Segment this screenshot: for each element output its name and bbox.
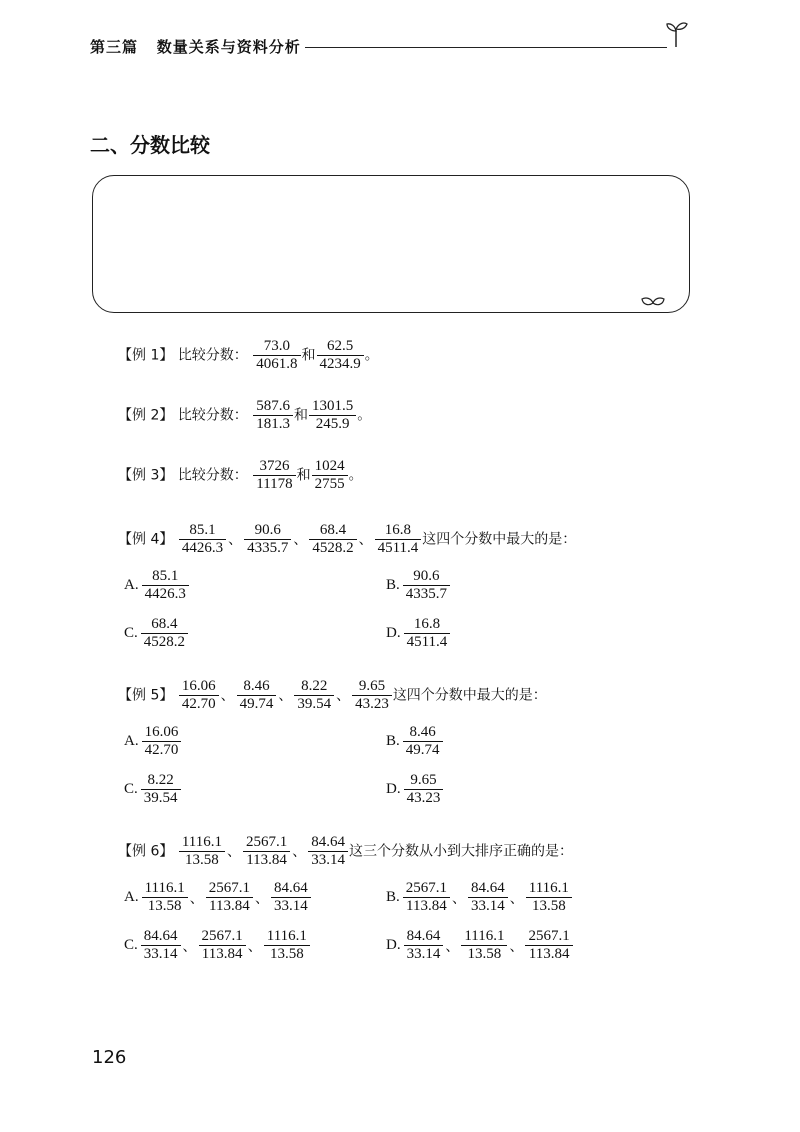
denominator: 4335.7 [247,540,289,556]
numerator: 90.6 [403,568,450,586]
fraction [179,522,226,557]
denominator: 33.14 [273,898,308,914]
denominator: 39.54 [143,790,178,806]
denominator: 4426.3 [181,540,224,556]
header-rule [305,47,667,48]
fraction [264,928,310,963]
example-label: 【例 6】 [118,843,174,860]
example-1 [118,338,379,373]
numerator: 9.65 [404,772,444,790]
option-a [124,724,182,759]
numerator: 1116.1 [526,880,572,898]
numerator: 1116.1 [142,880,188,898]
fraction [312,458,348,493]
option-label: D. [386,781,401,797]
denominator: 4335.7 [405,586,448,602]
option-c [124,772,182,807]
fraction [526,880,572,915]
denominator: 39.54 [297,696,332,712]
fraction [403,568,450,603]
fraction [271,880,311,915]
denominator: 4528.2 [312,540,354,556]
fraction [243,834,290,869]
fraction [317,338,364,373]
separator: 、 [293,531,308,548]
separator: 、 [247,938,262,955]
option-c [124,928,311,963]
sprout-icon [662,18,690,48]
numerator: 1024 [312,458,348,476]
numerator: 84.64 [271,880,311,898]
denominator: 42.70 [181,696,216,712]
separator: 、 [220,687,235,704]
numerator: 1116.1 [179,834,225,852]
example-4 [118,522,576,557]
numerator: 8.46 [403,724,443,742]
fraction [253,398,293,433]
fraction [253,338,300,373]
denominator: 113.84 [406,898,447,914]
numerator: 16.06 [179,678,219,696]
section-title: 二、分数比较 [90,133,210,157]
separator: 、 [278,687,293,704]
fraction [309,522,356,557]
fraction [403,880,450,915]
option-label: C. [124,625,138,641]
question-text: 这四个分数中最大的是： [422,531,577,548]
numerator: 1116.1 [264,928,310,946]
denominator: 13.58 [185,852,219,868]
denominator: 181.3 [256,416,291,432]
numerator: 2567.1 [243,834,290,852]
separator: 、 [452,890,467,907]
fraction [461,928,507,963]
numerator: 84.64 [141,928,181,946]
fraction [141,616,188,651]
prompt-text: 比较分数： [177,347,248,364]
example-2 [118,398,371,433]
numerator: 85.1 [142,568,189,586]
fraction [237,678,277,713]
separator: 、 [292,843,307,860]
denominator: 13.58 [147,898,182,914]
separator: 、 [509,938,524,955]
leaf-icon [640,293,666,307]
numerator: 587.6 [253,398,293,416]
option-b [386,568,451,603]
option-label: B. [386,889,400,905]
option-b [386,880,573,915]
denominator: 113.84 [209,898,250,914]
option-d [386,616,451,651]
denominator: 4511.4 [406,634,448,650]
denominator: 33.14 [311,852,345,868]
example-5 [118,678,547,713]
end-mark: 。 [357,407,372,424]
numerator: 3726 [253,458,295,476]
fraction [309,398,356,433]
option-a [124,568,190,603]
denominator: 113.84 [528,946,570,962]
question-text: 这三个分数从小到大排序正确的是： [348,843,573,860]
fraction [308,834,348,869]
example-3 [118,458,363,493]
separator: 、 [228,531,243,548]
denominator: 11178 [256,476,293,492]
separator: 、 [336,687,351,704]
option-label: A. [124,577,139,593]
fraction [142,880,188,915]
option-a [124,880,312,915]
numerator: 2567.1 [206,880,253,898]
example-label: 【例 2】 [118,407,174,424]
fraction [253,458,295,493]
numerator: 2567.1 [403,880,450,898]
denominator: 4426.3 [144,586,186,602]
option-c [124,616,189,651]
numerator: 16.06 [142,724,182,742]
end-mark: 。 [364,347,379,364]
option-label: C. [124,937,138,953]
numerator: 73.0 [253,338,300,356]
example-label: 【例 5】 [118,687,174,704]
denominator: 43.23 [406,790,441,806]
option-d [386,772,444,807]
header-title: 数量关系与资料分析 [156,38,301,56]
fraction [199,928,246,963]
fraction [468,880,508,915]
denominator: 43.23 [355,696,389,712]
denominator: 13.58 [467,946,502,962]
option-label: C. [124,781,138,797]
denominator: 4234.9 [319,356,361,372]
prompt-text: 比较分数： [177,467,248,484]
example-6 [118,834,573,869]
fraction [404,616,451,651]
fraction [142,568,189,603]
numerator: 85.1 [179,522,226,540]
denominator: 113.84 [201,946,243,962]
numerator: 84.64 [404,928,444,946]
option-label: D. [386,937,401,953]
fraction [352,678,392,713]
separator: 、 [445,938,460,955]
separator: 、 [254,890,269,907]
join-text: 和 [301,347,316,364]
example-label: 【例 3】 [118,467,174,484]
denominator: 33.14 [143,946,178,962]
note-box [92,175,690,313]
separator: 、 [182,938,197,955]
separator: 、 [509,890,524,907]
question-text: 这四个分数中最大的是： [392,687,547,704]
numerator: 16.8 [404,616,451,634]
denominator: 49.74 [405,742,440,758]
fraction [403,724,443,759]
example-label: 【例 4】 [118,531,174,548]
denominator: 113.84 [246,852,287,868]
option-label: B. [386,733,400,749]
denominator: 245.9 [315,416,350,432]
separator: 、 [189,890,204,907]
numerator: 90.6 [244,522,291,540]
denominator: 13.58 [531,898,566,914]
end-mark: 。 [348,467,363,484]
fraction [404,928,444,963]
option-d [386,928,574,963]
fraction [244,522,291,557]
join-text: 和 [294,407,309,424]
fraction [179,678,219,713]
fraction [142,724,182,759]
numerator: 84.64 [308,834,348,852]
denominator: 4061.8 [256,356,298,372]
fraction [141,772,181,807]
option-label: D. [386,625,401,641]
numerator: 1301.5 [309,398,356,416]
join-text: 和 [296,467,311,484]
separator: 、 [226,843,241,860]
denominator: 49.74 [239,696,274,712]
option-label: B. [386,577,400,593]
numerator: 84.64 [468,880,508,898]
denominator: 2755 [314,476,345,492]
separator: 、 [358,531,373,548]
denominator: 4511.4 [377,540,419,556]
example-label: 【例 1】 [118,347,174,364]
numerator: 62.5 [317,338,364,356]
fraction [141,928,181,963]
running-header [90,36,301,57]
denominator: 33.14 [471,898,505,914]
numerator: 68.4 [141,616,188,634]
fraction [179,834,225,869]
numerator: 8.46 [237,678,277,696]
numerator: 2567.1 [199,928,246,946]
numerator: 9.65 [352,678,392,696]
fraction [525,928,572,963]
fraction [294,678,334,713]
numerator: 1116.1 [461,928,507,946]
numerator: 8.22 [141,772,181,790]
fraction [404,772,444,807]
denominator: 4528.2 [143,634,186,650]
numerator: 68.4 [309,522,356,540]
fraction [375,522,422,557]
fraction [206,880,253,915]
numerator: 2567.1 [525,928,572,946]
denominator: 33.14 [406,946,441,962]
numerator: 8.22 [294,678,334,696]
denominator: 13.58 [269,946,304,962]
header-chapter: 第三篇 [90,38,139,56]
page-number: 126 [92,1047,127,1068]
option-b [386,724,444,759]
option-label: A. [124,889,139,905]
option-label: A. [124,733,139,749]
denominator: 42.70 [144,742,179,758]
numerator: 16.8 [375,522,422,540]
prompt-text: 比较分数： [177,407,248,424]
